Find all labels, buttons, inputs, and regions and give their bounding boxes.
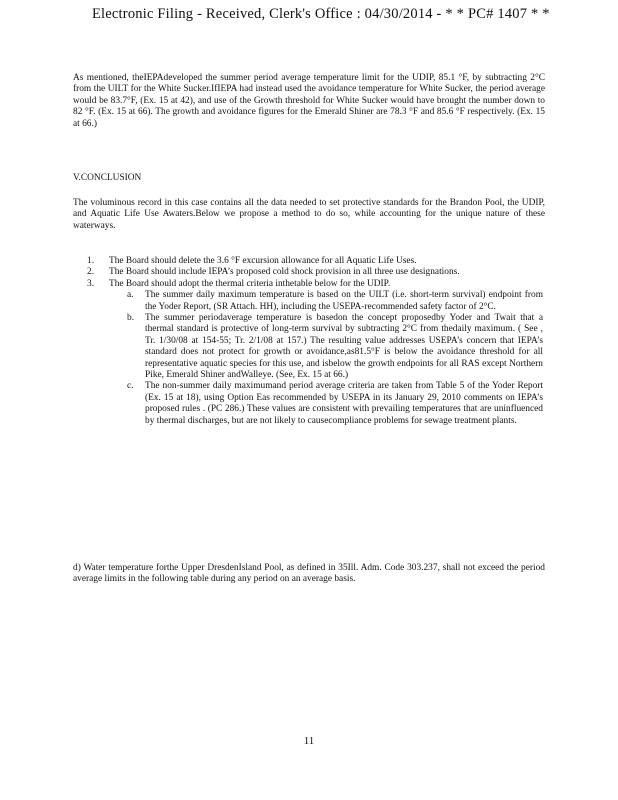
paragraph-text: d) Water temperature forthe Upper DresdenIsland Pool, as defined in 35Ill. Adm. Code 303.237, shall not exceed the period average limits in the following table during any period on an average basis. [73,563,545,585]
sub-list-item [73,313,553,381]
sub-list-item [73,290,553,313]
sub-list-text: The non-summer daily maximumand period average criteria are taken from Table 5 of the Yoder Report (Ex. 15 at 18), using Option Eas recommended by USEPA in its January 29, 2010 comments on IEPA’s proposed rules . (PC 286.) These values are consistent with prevailing temperatures that are uninfluenced by thermal discharges, but are not likely to causecompliance problems for sewage treatment plants. [145,381,543,426]
list-item-text: The Board should delete the 3.6 °F excursion allowance for all Aquatic Life Uses. [109,256,417,266]
sub-list-text: The summer daily maximum temperature is based on the UILT (i.e. short-term survival) endpoint from the Yoder Report, (SR Attach. HH), including the USEPA-recommended safety factor of 2°C. [145,290,543,312]
body-paragraph-1 [73,73,545,130]
sub-list-letter: c. [127,381,134,392]
paragraph-text: The voluminous record in this case contains all the data needed to set protective standards for the Brandon Pool, the UDIP, and Aquatic Life Use Awaters.Below we propose a method to do so, while accounting for the unique nature of these waterways. [73,198,545,231]
list-item-text: The Board should adopt the thermal criteria inthetable below for the UDIP. [109,278,391,289]
sub-list-letter: b. [127,313,135,324]
page-number: 11 [303,735,315,747]
list-item [73,279,553,290]
body-paragraph-2 [73,198,545,232]
list-item [73,256,553,267]
body-paragraph-3 [73,563,545,586]
section-heading: V.CONCLUSION [73,173,142,183]
sub-list-letter: a. [127,290,134,301]
list-number: 1. [87,256,95,266]
sub-list-item [73,381,553,427]
sub-list-text: The summer periodaverage temperature is basedon the concept proposedby Yoder and Twait that a thermal standard is protective of long-term survival by subtracting 2°C from thedaily maximum. ( See , Tr. 1/30/08 at 154-55; Tr. 2/1/08 at 157.) The resulting value addresses USEPA’s concern that IEPA’s standard does not protect for growth or avoidance,as81.5°F is below the avoidance threshold for all representative aquatic species for this use, and isbelow the growth endpoints for all RAS except Northern Pike, Emerald Shiner andWalleye. (See, Ex. 15 at 66.) [145,313,543,381]
list-number: 3. [87,278,95,289]
list-item [73,267,553,278]
list-item-text: The Board should include IEPA’s proposed cold shock provision in all three use designations. [109,267,460,278]
paragraph-text: As mentioned, theIEPAdeveloped the summer period average temperature limit for the UDIP, 85.1 °F, by subtracting 2°C from the UILT for the White Sucker.IfIEPA had instead used the avoidance temperature for White Sucker, the period average would be 83.7°F, (Ex. 15 at 42), and use of the Growth threshold for White Sucker would have brought the number down to 82 °F. (Ex. 15 at 66). The growth and avoidance figures for the Emerald Shiner are 78.3 °F and 85.6 °F respectively. (Ex. 15 at 66.) [73,73,545,129]
numbered-list [73,256,553,427]
filing-header: Electronic Filing - Received, Clerk's Office : 04/30/2014 - * * PC# 1407 * * [92,6,550,22]
list-number: 2. [87,267,95,278]
